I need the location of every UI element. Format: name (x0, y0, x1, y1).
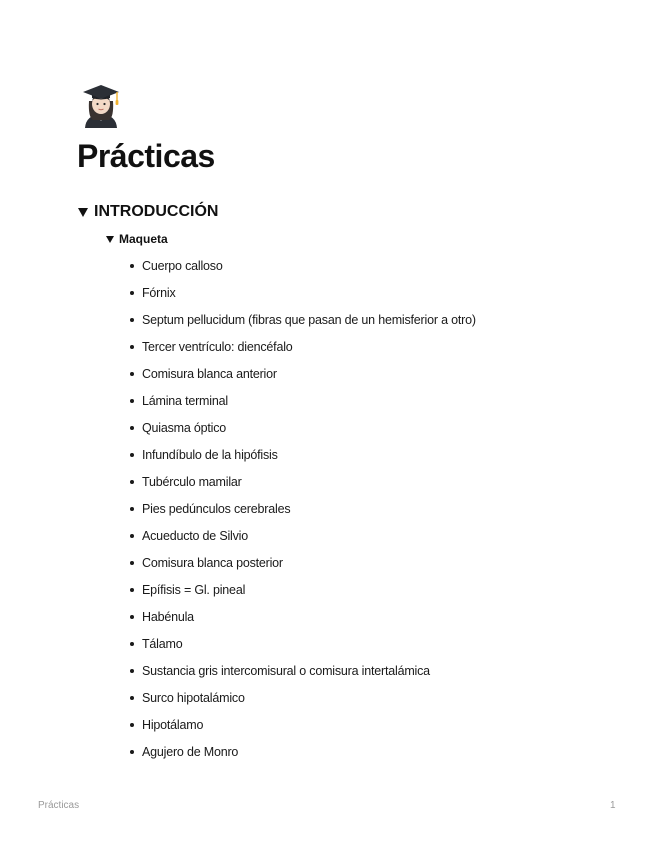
list-item (128, 495, 476, 522)
list-item-text: Surco hipotalámico (142, 690, 245, 705)
list-item-text: Fórnix (142, 285, 176, 300)
list-item-text: Lámina terminal (142, 393, 228, 408)
list-item-text: Hipotálamo (142, 717, 204, 732)
bullet-icon (130, 345, 134, 349)
section-heading: INTRODUCCIÓN (94, 203, 219, 220)
list-item (128, 657, 476, 684)
list-item (128, 522, 476, 549)
list-item-text: Quiasma óptico (142, 420, 227, 435)
list-item (128, 441, 476, 468)
list-item (128, 711, 476, 738)
list-item (128, 630, 476, 657)
bullet-icon (130, 642, 134, 646)
list-item (128, 738, 476, 765)
list-item-text: Comisura blanca anterior (142, 366, 277, 381)
bullet-icon (130, 453, 134, 457)
toggle-triangle-icon[interactable] (78, 208, 88, 217)
list-item-text: Agujero de Monro (142, 744, 239, 759)
student-emoji-icon (80, 84, 122, 128)
list-item-text: Tubérculo mamilar (142, 474, 242, 489)
toggle-triangle-icon[interactable] (106, 236, 114, 243)
list-item (128, 360, 476, 387)
bullet-icon (130, 480, 134, 484)
list-item (128, 333, 476, 360)
toggle-maqueta[interactable] (106, 230, 168, 248)
list-item (128, 387, 476, 414)
bullet-icon (130, 561, 134, 565)
bullet-icon (130, 723, 134, 727)
list-item (128, 468, 476, 495)
list-item (128, 306, 476, 333)
list-item-text: Septum pellucidum (fibras que pasan de un hemisferior a otro) (142, 312, 476, 327)
footer-page-number: 1 (610, 800, 616, 811)
list-item-text: Sustancia gris intercomisural o comisura intertalámica (142, 663, 430, 678)
bullet-icon (130, 372, 134, 376)
bullet-icon (130, 588, 134, 592)
bullet-icon (130, 291, 134, 295)
list-item-text: Comisura blanca posterior (142, 555, 283, 570)
toggle-introduccion[interactable] (78, 201, 218, 223)
list-item-text: Epífisis = Gl. pineal (142, 582, 246, 597)
bullet-list (128, 252, 476, 765)
list-item (128, 549, 476, 576)
list-item-text: Habénula (142, 609, 194, 624)
list-item (128, 414, 476, 441)
bullet-icon (130, 750, 134, 754)
list-item-text: Pies pedúnculos cerebrales (142, 501, 291, 516)
list-item-text: Infundíbulo de la hipófisis (142, 447, 278, 462)
page-title: Prácticas (77, 138, 215, 174)
list-item-text: Cuerpo calloso (142, 258, 223, 273)
bullet-icon (130, 399, 134, 403)
bullet-icon (130, 534, 134, 538)
list-item-text: Acueducto de Silvio (142, 528, 248, 543)
bullet-icon (130, 318, 134, 322)
subsection-heading: Maqueta (119, 232, 168, 246)
list-item (128, 576, 476, 603)
bullet-icon (130, 669, 134, 673)
footer-title: Prácticas (38, 800, 80, 811)
list-item-text: Tálamo (142, 636, 183, 651)
bullet-icon (130, 507, 134, 511)
list-item (128, 279, 476, 306)
list-item (128, 684, 476, 711)
list-item (128, 252, 476, 279)
bullet-icon (130, 615, 134, 619)
bullet-icon (130, 264, 134, 268)
bullet-icon (130, 696, 134, 700)
list-item (128, 603, 476, 630)
list-item-text: Tercer ventrículo: diencéfalo (142, 339, 293, 354)
bullet-icon (130, 426, 134, 430)
